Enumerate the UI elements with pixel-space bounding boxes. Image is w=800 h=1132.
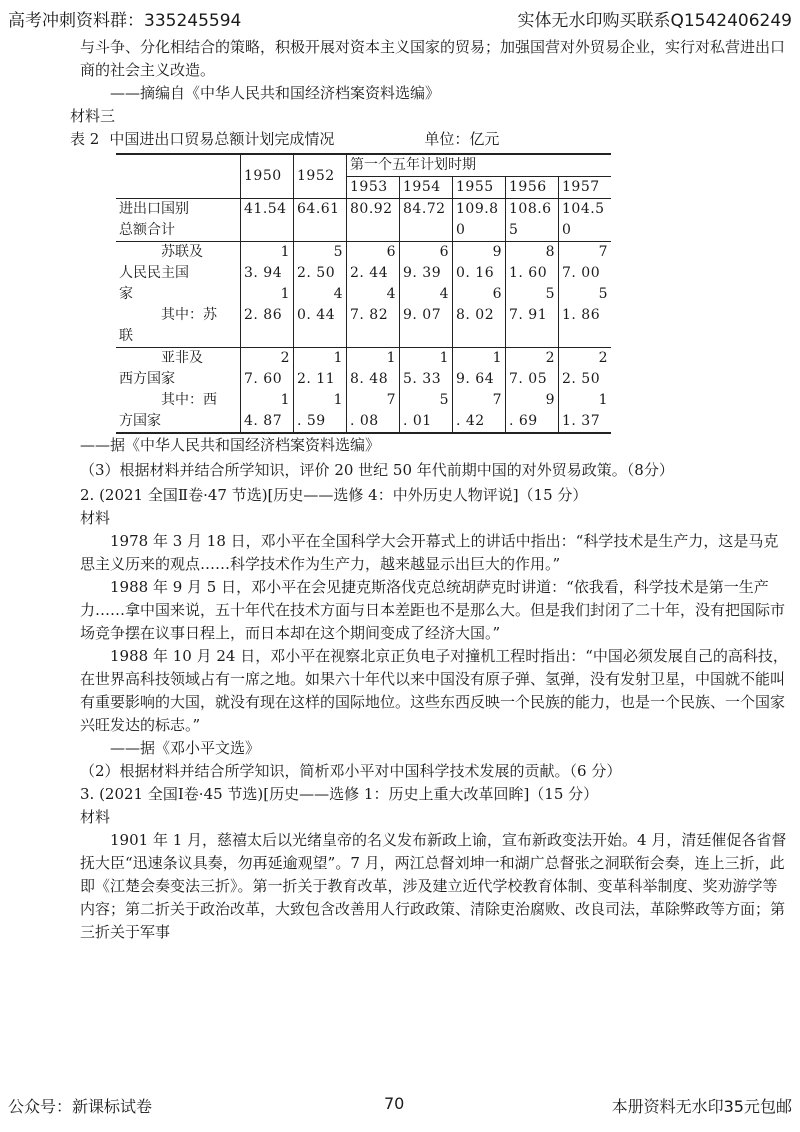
table-cell [453,242,506,348]
cell-line: 2 [280,350,290,366]
cell-line: 41.54 [244,201,287,217]
table-cell [347,348,400,434]
label-line: 家 [119,286,133,302]
cell-line: 9 [492,244,502,260]
cell-line: 9. 39 [403,265,442,281]
question-3: （3）根据材料并结合所学知识，评价 20 世纪 50 年代前期中国的对外贸易政策。（8分） [80,461,674,479]
cell-line: 8. 02 [456,307,495,323]
cell-line: 5 [439,392,449,408]
cell-line: 9. 64 [456,371,495,387]
label-line: 联 [119,328,133,344]
cell-line: 1 [280,392,290,408]
table-cell [241,348,294,434]
cell-line: 5 [598,286,608,302]
table-cell [506,348,559,434]
table-header-row [116,154,611,177]
table-cell [453,348,506,434]
cell-line: 9 [545,392,555,408]
cell-line: 1. 37 [562,413,601,429]
item-3-paragraph-1: 1901 年 1 月，慈禧太后以光绪皇帝的名义发布新政上谕，宣布新政变法开始。4 月，清廷催促各省督抚大臣“迅速条议具奏，勿再延逾观望”。7 月，两江总督刘坤一和湖广总督张之洞联衔会奏，连上三折，此即《江楚会奏变法三折》。第一折关于教育改革，涉及建立近代学校教育体制、变革科举制度、奖劝游学等内容；第二折关于政治改革，大致包含改善用人行政政策、清除吏治腐败、改良司法，革除弊政等方面；第三折关于军事 [80,831,787,941]
cell-line: 5 [509,222,519,238]
cell-line: . 69 [509,413,538,429]
cell-line: 8 [545,244,555,260]
cell-line: 1 [386,350,396,366]
cell-line: 6 [439,244,449,260]
source-1: ——摘编自《中华人民共和国经济档案资料选编》 [110,84,441,102]
table-title: 中国进出口贸易总额计划完成情况 [109,130,335,148]
cell-line: 6 [492,286,502,302]
cell-line: 1. 86 [562,307,601,323]
header-left: 高考冲刺资料群：335245594 [8,11,242,31]
table-cell [294,348,347,434]
cell-line: 1. 60 [509,265,548,281]
table-source: ——据《中华人民共和国经济档案资料选编》 [80,436,381,454]
cell-line: 5 [333,244,343,260]
cell-line: 7. 00 [562,265,601,281]
item-2-paragraph-3: 1988 年 10 月 24 日，邓小平在视察北京正负电子对撞机工程时指出：“中国必须发展自己的高科技，在世界高科技领域占有一席之地。如果六十年代以来中国没有原子弹、氢弹，没有发射卫星，中国就不能叫有重要影响的大国，就没有现在这样的国际地位。这些东西反映一个民族的能力，也是一个民族、一个国家兴旺发达的标志。” [80,647,788,734]
year-header: 1952 [294,154,347,199]
item-3-heading: 3. (2021 全国Ⅰ卷·45 节选)[历史——选修 1：历史上重大改革回眸]（15 分） [80,785,599,803]
cell-line: 5 [545,286,555,302]
item-2-question: （2）根据材料并结合所学知识，简析邓小平对中国科学技术发展的贡献。（6 分） [80,762,622,780]
item-2-paragraph-2: 1988 年 9 月 5 日，邓小平在会见捷克斯洛伐克总统胡萨克时讲道：“依我看，科学技术是第一生产力……拿中国来说，五十年代在技术方面与日本差距也不是那么大。但是我们封闭了二十年，没有把国际市场竞争摆在议事日程上，而日本却在这个期间变成了经济大国。” [80,578,786,642]
table-cell [506,242,559,348]
table-cell [400,199,453,242]
cell-line: 64.61 [297,201,340,217]
row-label [116,242,241,348]
cell-line: 2 [598,350,608,366]
cell-line: . 42 [456,413,485,429]
table-cell [400,348,453,434]
table-cell [453,199,506,242]
table-cell [347,199,400,242]
cell-line: 1 [333,350,343,366]
label-line: 总额合计 [119,222,175,238]
year-header: 1956 [506,177,559,199]
table-cell [400,242,453,348]
label-line: 西方国家 [119,371,175,387]
item-2-source: ——据《邓小平文选》 [110,739,261,757]
cell-line: 5. 33 [403,371,442,387]
cell-line: 4 [439,286,449,302]
table-cell [559,348,612,434]
year-header: 1950 [241,154,294,199]
cell-line: 2. 50 [297,265,336,281]
cell-line: 1 [280,244,290,260]
trade-table [116,153,611,434]
table-cell [559,242,612,348]
cell-line: 1 [439,350,449,366]
table-row-soviet [116,242,611,348]
table-cell [241,242,294,348]
paragraph-top: 与斗争、分化相结合的策略，积极开展对资本主义国家的贸易；加强国营对外贸易企业，实行对私营进出口商的社会主义改造。 [80,38,786,79]
label-line: 亚非及 [161,350,203,366]
page-number: 70 [384,1094,405,1113]
table-cell [294,199,347,242]
label-line: 其中：西 [161,392,217,408]
cell-line: 9. 07 [403,307,442,323]
cell-line: 80.92 [350,201,393,217]
cell-line: 0 [456,222,466,238]
cell-line: 108.6 [509,201,552,217]
footer-left: 公众号：新课标试卷 [8,1097,153,1116]
cell-line: 0. 44 [297,307,336,323]
cell-line: 1 [492,350,502,366]
cell-line: 8. 48 [350,371,389,387]
year-header: 1955 [453,177,506,199]
label-line: 进出口国别 [119,201,189,217]
cell-line: 4 [386,286,396,302]
cell-line: 6 [386,244,396,260]
table-cell [347,242,400,348]
cell-line: 7. 82 [350,307,389,323]
table-cell [506,199,559,242]
cell-line: 3. 94 [244,265,283,281]
cell-line: 4 [333,286,343,302]
table-unit: 单位：亿元 [424,130,500,148]
cell-line: . 01 [403,413,432,429]
item-2-paragraph-1: 1978 年 3 月 18 日，邓小平在全国科学大会开幕式上的讲话中指出：“科学技术是生产力，这是马克思主义历来的观点……科学技术作为生产力，越来越显示出巨大的作用。” [80,532,779,573]
table-cell [294,242,347,348]
cell-line: . 59 [297,413,326,429]
year-header: 1957 [559,177,612,199]
cell-line: 0. 16 [456,265,495,281]
table-number: 表 2 [70,130,100,148]
footer-right: 本册资料无水印35元包邮 [611,1097,792,1116]
cell-line: 104.5 [562,201,605,217]
cell-line: . 08 [350,413,379,429]
row-label [116,199,241,242]
cell-line: 7 [386,392,396,408]
cell-line: 0 [562,222,572,238]
label-line: 其中：苏 [161,307,217,323]
table-caption [70,128,790,151]
row-label [116,348,241,434]
cell-line: 7 [598,244,608,260]
cell-line: 7. 05 [509,371,548,387]
cell-line: 109.8 [456,201,499,217]
cell-line: 1 [598,392,608,408]
table-row-total [116,199,611,242]
table-corner [116,154,241,199]
item-3-material-label: 材料 [80,808,111,826]
plan-header: 第一个五年计划时期 [347,154,612,177]
document-body [70,36,790,944]
cell-line: 2. 11 [297,371,336,387]
cell-line: 2 [545,350,555,366]
cell-line: 7. 60 [244,371,283,387]
table-row-asia-africa-west [116,348,611,434]
table-cell [241,199,294,242]
label-line: 方国家 [119,413,161,429]
cell-line: 7 [492,392,502,408]
cell-line: 7. 91 [509,307,548,323]
year-header: 1953 [347,177,400,199]
cell-line: 84.72 [403,201,446,217]
label-line: 苏联及 [161,244,203,260]
table-cell [559,199,612,242]
cell-line: 1 [333,392,343,408]
label-line: 人民民主国 [119,265,189,281]
header-right: 实体无水印购买联系Q1542406249 [517,11,792,31]
cell-line: 4. 87 [244,413,283,429]
cell-line: 2. 44 [350,265,389,281]
cell-line: 2. 50 [562,371,601,387]
cell-line: 2. 86 [244,307,283,323]
material-3-label: 材料三 [70,107,116,125]
item-2-material-label: 材料 [80,509,111,527]
item-2-heading: 2. (2021 全国Ⅱ卷·47 节选)[历史——选修 4：中外历史人物评说]（15 分） [80,486,588,504]
year-header: 1954 [400,177,453,199]
cell-line: 1 [280,286,290,302]
